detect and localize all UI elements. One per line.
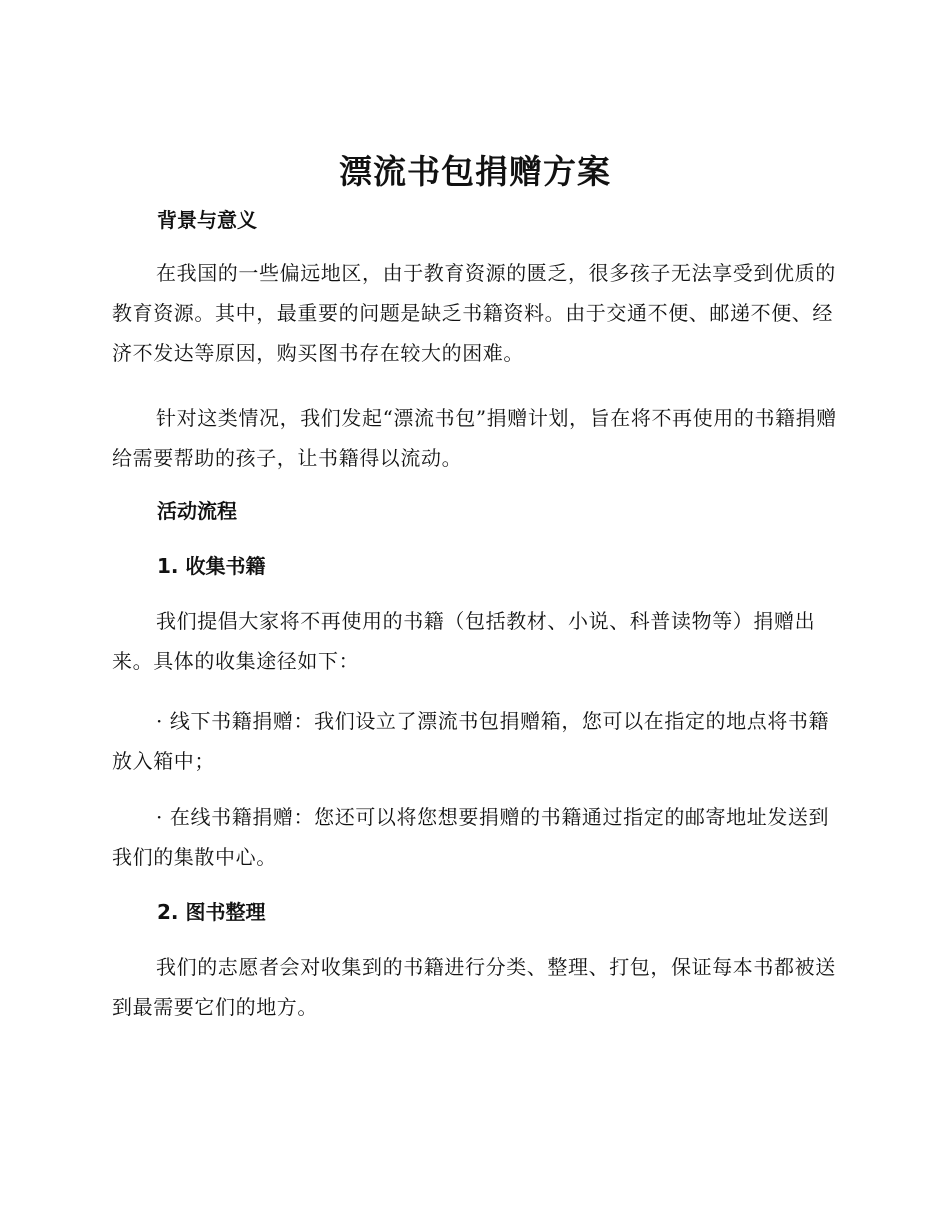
step-heading-collect-books: 1. 收集书籍 xyxy=(157,554,266,578)
paragraph-book-sorting: 我们的志愿者会对收集到的书籍进行分类、整理、打包，保证每本书都被送到最需要它们的地方。 xyxy=(112,955,836,1019)
paragraph-background-1: 在我国的一些偏远地区，由于教育资源的匮乏，很多孩子无法享受到优质的教育资源。其中，最重要的问题是缺乏书籍资料。由于交通不便、邮递不便、经济不发达等原因，购买图书存在较大的困难。 xyxy=(112,261,836,365)
document-title: 漂流书包捐赠方案 xyxy=(339,152,611,191)
bullet-offline-donation: · 线下书籍捐赠：我们设立了漂流书包捐赠箱，您可以在指定的地点将书籍放入箱中； xyxy=(112,709,830,773)
section-heading-background: 背景与意义 xyxy=(157,208,257,232)
paragraph-collect-intro: 我们提倡大家将不再使用的书籍（包括教材、小说、科普读物等）捐赠出来。具体的收集途径如下： xyxy=(112,609,816,673)
bullet-online-donation: · 在线书籍捐赠：您还可以将您想要捐赠的书籍通过指定的邮寄地址发送到我们的集散中心。 xyxy=(112,805,830,869)
section-heading-process: 活动流程 xyxy=(157,499,237,523)
paragraph-background-2: 针对这类情况，我们发起“漂流书包”捐赠计划，旨在将不再使用的书籍捐赠给需要帮助的孩子，让书籍得以流动。 xyxy=(112,406,837,470)
step-heading-book-sorting: 2. 图书整理 xyxy=(157,900,266,924)
